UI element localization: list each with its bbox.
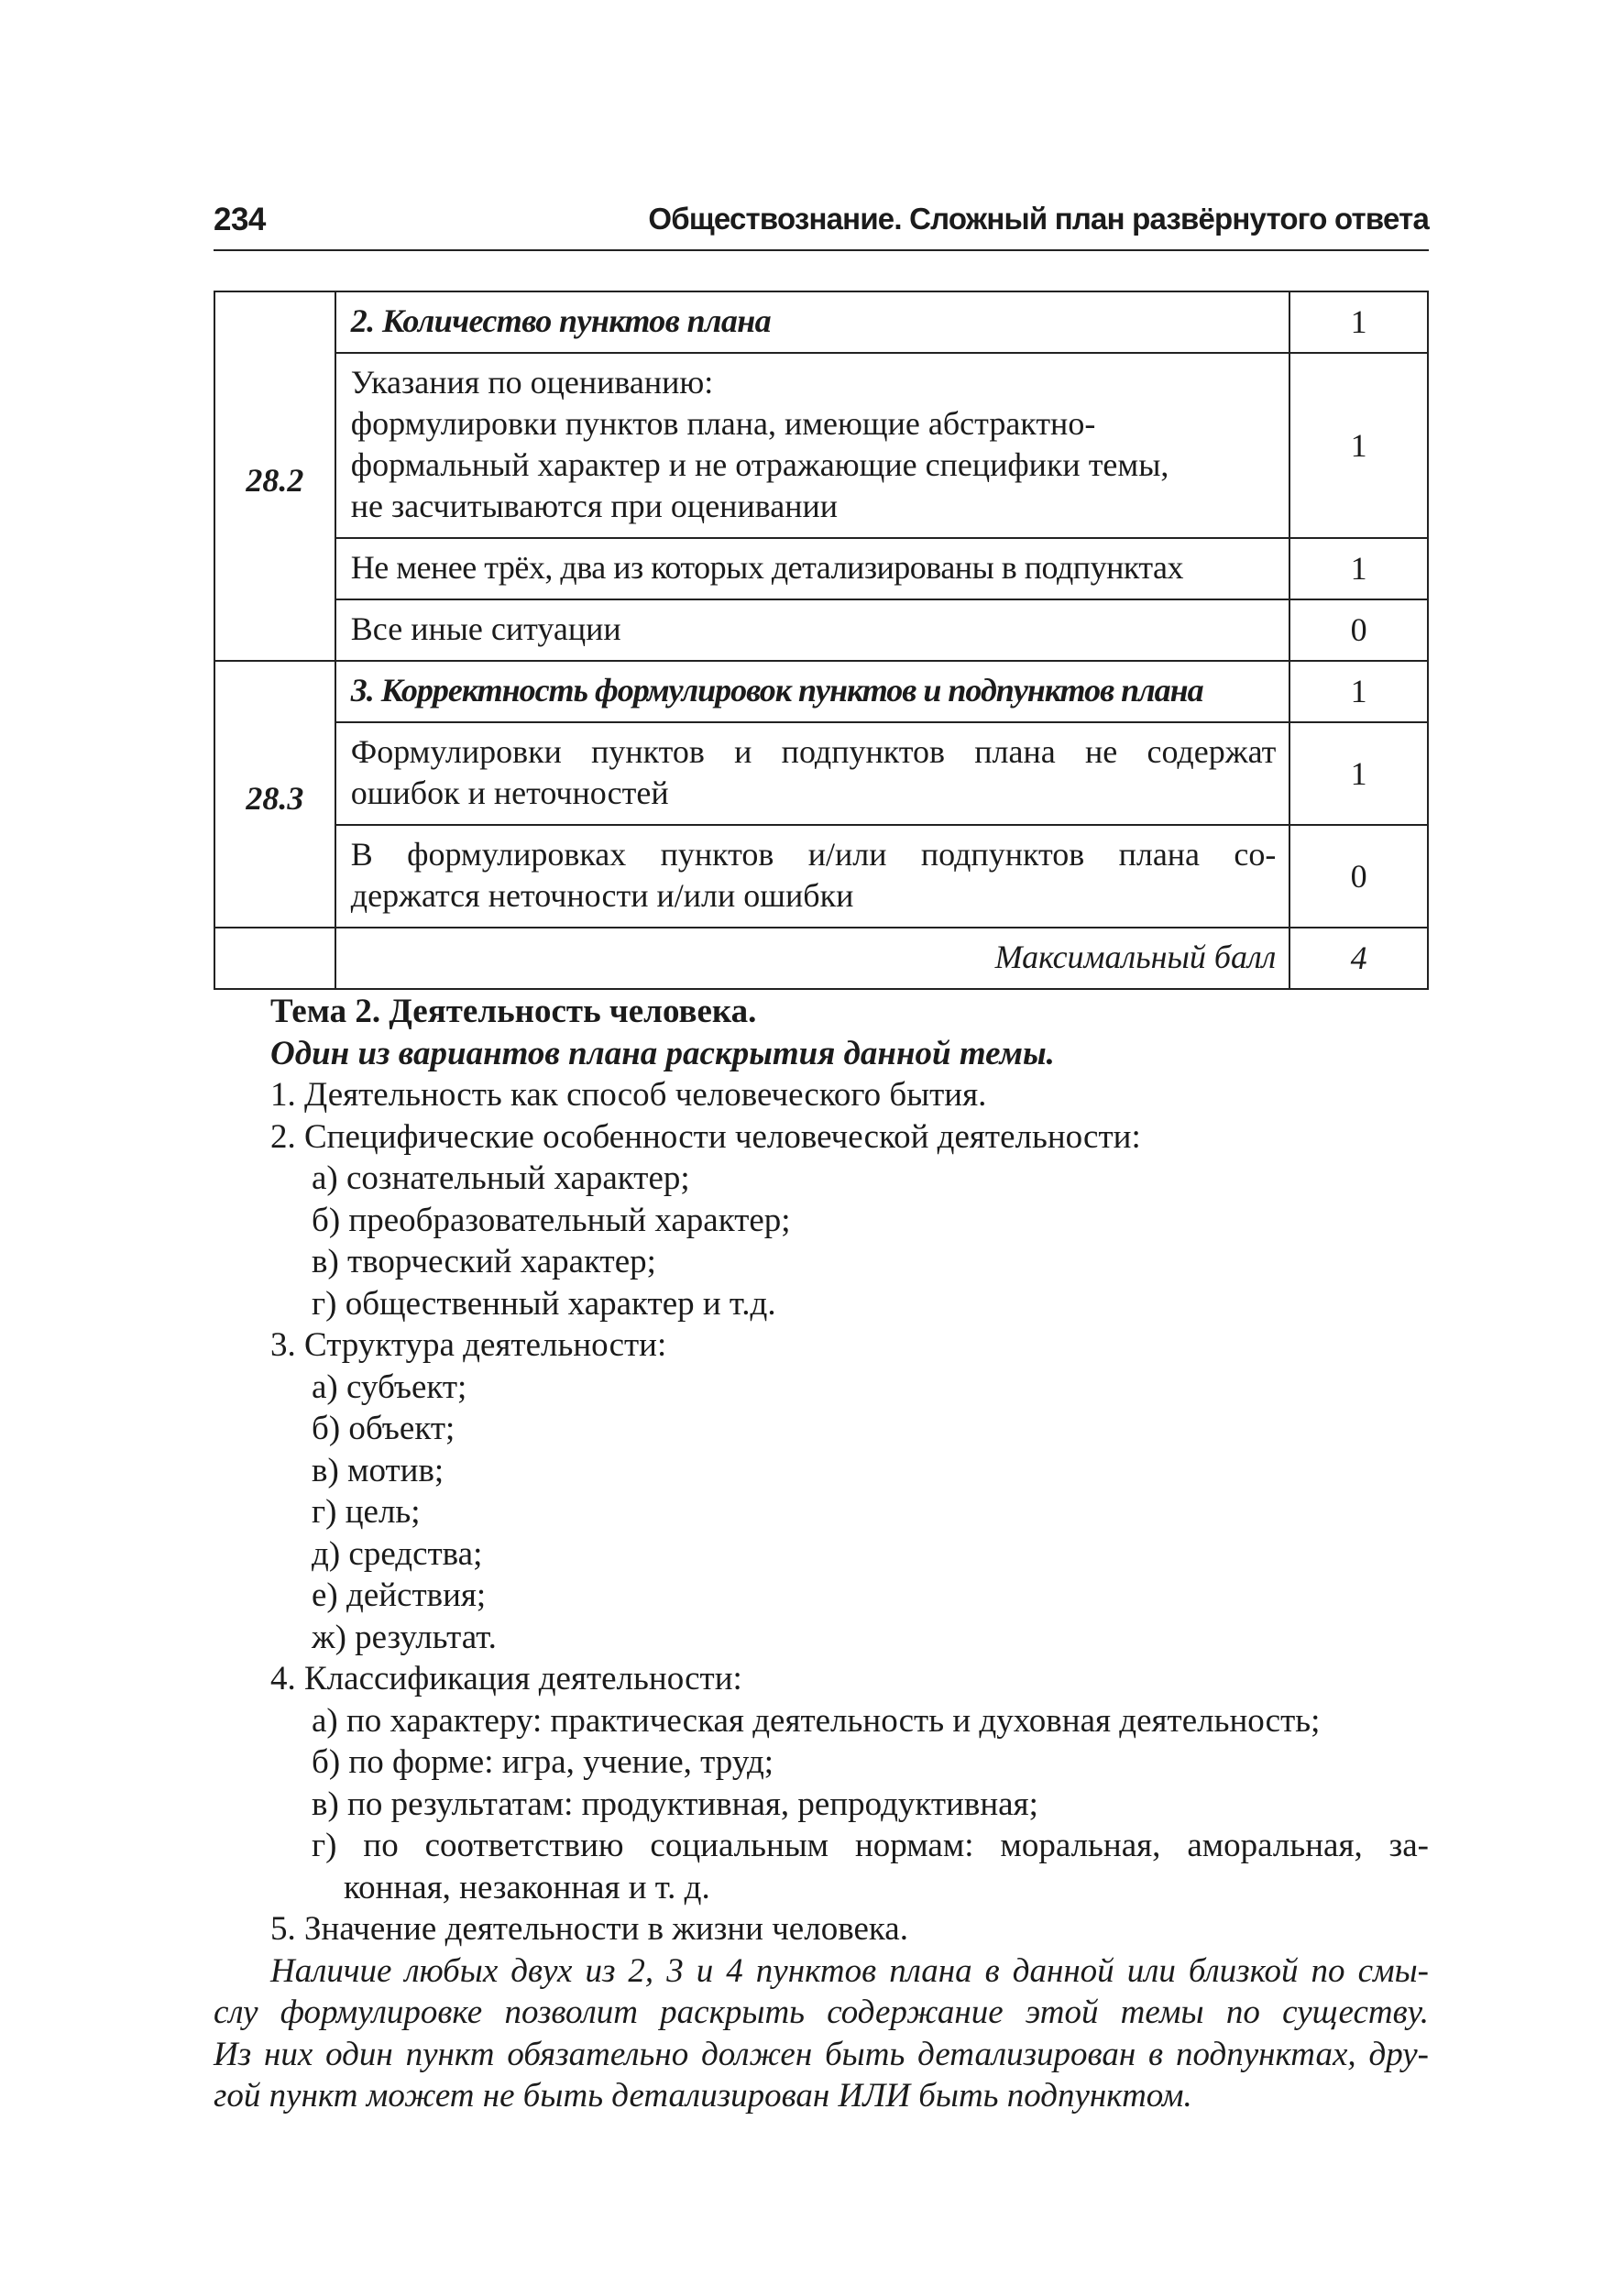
plan-subitem: ж) результат. xyxy=(312,1618,497,1656)
empty-cell xyxy=(214,928,335,989)
criteria-table xyxy=(214,291,1429,990)
note-line: гой пункт может не быть детализирован ИЛИ быть подпунктом. xyxy=(214,2077,1192,2115)
topic-title: Тема 2. Деятельность человека. xyxy=(270,993,757,1030)
criterion-score: 1 xyxy=(1289,291,1428,353)
running-header xyxy=(214,200,1429,251)
plan-subitem: в) мотив; xyxy=(312,1451,444,1489)
criterion-description xyxy=(335,353,1290,538)
subitem-line: г) по соответствию социальным нормам: моральная, аморальная, за- xyxy=(312,1827,1429,1864)
plan-subitem xyxy=(214,1825,1429,1908)
table-row xyxy=(214,538,1428,599)
description-line: Указания по оцениванию: xyxy=(350,364,714,401)
description-line: ошибок и неточностей xyxy=(350,774,669,811)
table-row xyxy=(214,825,1428,928)
plan-subitem: б) объект; xyxy=(312,1410,455,1447)
max-score-value: 4 xyxy=(1289,928,1428,989)
criterion-description: Не менее трёх, два из которых детализированы в подпунктах xyxy=(335,538,1290,599)
plan-item: 1. Деятельность как способ человеческого бытия. xyxy=(270,1076,987,1114)
plan-caption: Один из вариантов плана раскрытия данной темы. xyxy=(270,1034,1055,1072)
table-row xyxy=(214,291,1428,353)
plan-subitem: а) по характеру: практическая деятельность и духовная деятельность; xyxy=(312,1701,1321,1740)
plan-subitem: г) общественный характер и т.д. xyxy=(312,1284,776,1323)
assessment-note xyxy=(214,1950,1429,2117)
criterion-score: 1 xyxy=(1289,722,1428,825)
subitem-line: конная, незаконная и т. д. xyxy=(344,1868,710,1906)
criterion-title: 2. Количество пунктов плана xyxy=(335,291,1290,353)
description-line: формальный характер и не отражающие специфики темы, xyxy=(350,446,1169,483)
criterion-score: 1 xyxy=(1289,353,1428,538)
plan-subitem: а) субъект; xyxy=(312,1368,467,1406)
description-line: держатся неточности и/или ошибки xyxy=(350,877,854,914)
criterion-score: 1 xyxy=(1289,661,1428,722)
plan-subitem: д) средства; xyxy=(312,1534,483,1573)
table-row xyxy=(214,722,1428,825)
topic-section xyxy=(214,991,1429,2117)
criterion-score: 0 xyxy=(1289,825,1428,928)
plan-subitem: б) по форме: игра, учение, труд; xyxy=(312,1743,774,1781)
criterion-title: 3. Корректность формулировок пунктов и подпунктов плана xyxy=(335,661,1290,722)
plan-item: 5. Значение деятельности в жизни человека. xyxy=(270,1910,908,1948)
table-row xyxy=(214,599,1428,661)
plan-item: 3. Структура деятельности: xyxy=(270,1326,667,1364)
table-total-row xyxy=(214,928,1428,989)
running-title: Обществознание. Сложный план развёрнутого ответа xyxy=(648,202,1429,236)
plan-item: 4. Классификация деятельности: xyxy=(270,1660,742,1697)
table-row xyxy=(214,661,1428,722)
criterion-code: 28.2 xyxy=(214,291,335,661)
criterion-description xyxy=(335,722,1290,825)
note-line: слу формулировке позволит раскрыть содержание этой темы по существу. xyxy=(214,1994,1429,2031)
plan-item: 2. Специфические особенности человеческой деятельности: xyxy=(270,1117,1141,1156)
criterion-score: 1 xyxy=(1289,538,1428,599)
criterion-code: 28.3 xyxy=(214,661,335,928)
plan-subitem: в) по результатам: продуктивная, репродуктивная; xyxy=(312,1785,1038,1823)
plan-subitem: б) преобразовательный характер; xyxy=(312,1201,791,1239)
plan-subitem: е) действия; xyxy=(312,1576,487,1614)
plan-subitem: г) цель; xyxy=(312,1493,421,1531)
table-row xyxy=(214,353,1428,538)
description-line: формулировки пунктов плана, имеющие абстрактно- xyxy=(350,405,1096,442)
page-number: 234 xyxy=(214,202,266,237)
max-score-label: Максимальный балл xyxy=(335,928,1290,989)
description-line: Формулировки пунктов и подпунктов плана не содержат xyxy=(350,733,1277,770)
criterion-score: 0 xyxy=(1289,599,1428,661)
criterion-description xyxy=(335,825,1290,928)
plan-subitem: а) сознательный характер; xyxy=(312,1159,690,1197)
note-line: Наличие любых двух из 2, 3 и 4 пунктов плана в данной или близкой по смы- xyxy=(270,1951,1429,1990)
note-line: Из них один пункт обязательно должен быть детализирован в подпунктах, дру- xyxy=(214,2035,1429,2073)
description-line: не засчитываются при оценивании xyxy=(350,488,839,524)
description-line: В формулировках пунктов и/или подпунктов плана со- xyxy=(350,836,1277,873)
plan-subitem: в) творческий характер; xyxy=(312,1243,656,1280)
criterion-description: Все иные ситуации xyxy=(335,599,1290,661)
